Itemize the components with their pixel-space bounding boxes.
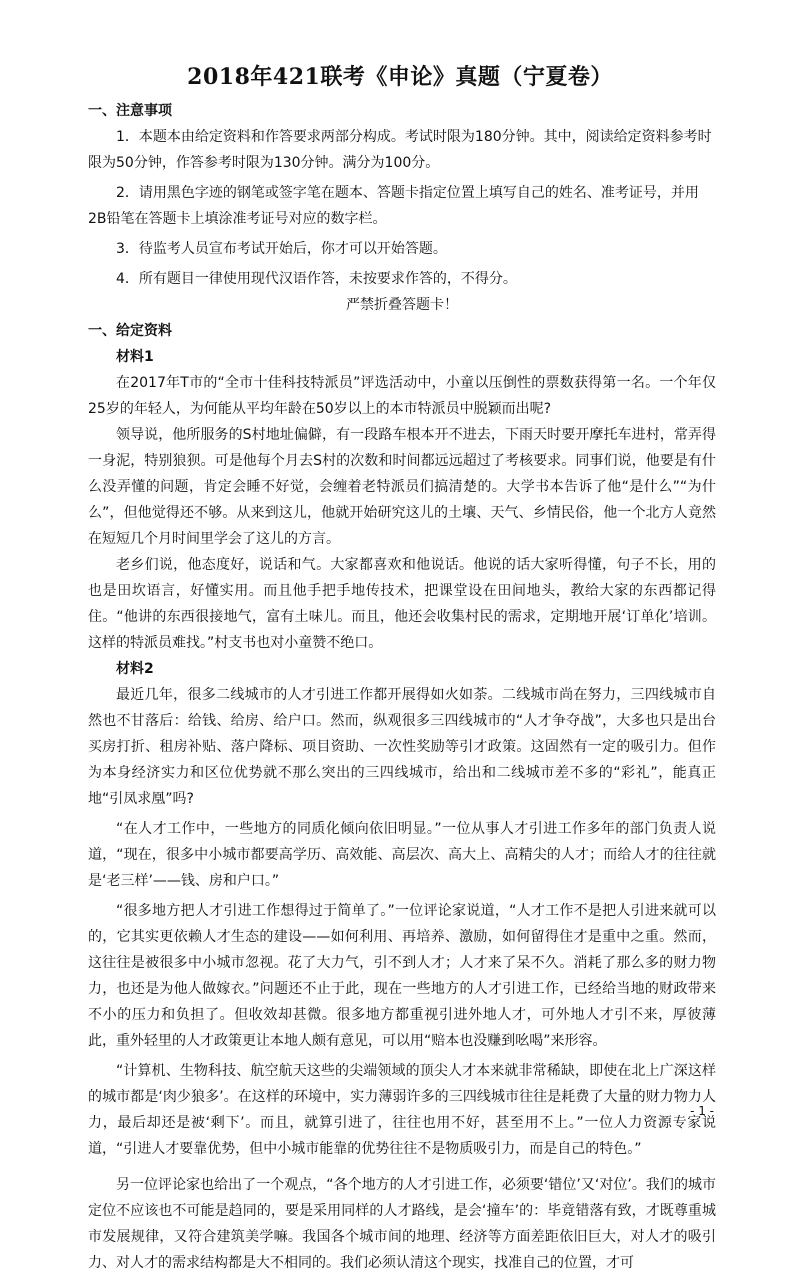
material-1-label: 材料1 (116, 349, 154, 365)
materials-heading: 一、给定资料 (88, 323, 172, 339)
material-2-paragraph: “计算机、生物科技、航空航天这些的尖端领域的顶尖人才本来就非常稀缺，即使在北上广深这样的城市都是‘肉少狼多’。在这样的环境中，实力薄弱许多的三四线城市往往是耗费了大量的财力物力人力，最后却还是被‘剩下’。而且，就算引进了，往往也用不好，甚至用不上。”一位人力资源专家说道，“引进人才要靠优势，但中小城市能靠的优势往往不是物质吸引力，而是自己的特色。” (88, 1063, 716, 1157)
material-1-paragraph: 在2017年T市的“全市十佳科技特派员”评选活动中，小童以压倒性的票数获得第一名。一个年仅25岁的年轻人，为何能从平均年龄在50岁以上的本市特派员中脱颖而出呢? (88, 375, 716, 417)
answer-sheet-warning: 严禁折叠答题卡！ (346, 297, 458, 313)
notice-item-2: 2．请用黑色字迹的钢笔或签字笔在题本、答题卡指定位置上填写自己的姓名、准考证号，并用2B铅笔在答题卡上填涂准考证号对应的数字栏。 (88, 185, 699, 227)
notice-item-4: 4．所有题目一律使用现代汉语作答，未按要求作答的，不得分。 (116, 271, 517, 287)
document-body (88, 98, 716, 1276)
notice-item-3: 3．待监考人员宣布考试开始后，你才可以开始答题。 (116, 241, 447, 257)
page-number: - 1 - (690, 1104, 714, 1118)
material-2-paragraph: “在人才工作中，一些地方的同质化倾向依旧明显。”一位从事人才引进工作多年的部门负责人说道，“现在，很多中小城市都要高学历、高效能、高层次、高大上、高精尖的人才；而给人才的往往就是‘老三样’——钱、房和户口。” (88, 821, 716, 889)
material-2-paragraph: “很多地方把人才引进工作想得过于简单了。”一位评论家说道，“人才工作不是把人引进来就可以的，它其实更依赖人才生态的建设——如何利用、再培养、激励，如何留得住才是重中之重。然而，这往往是被很多中小城市忽视。花了大力气，引不到人才；人才来了呆不久。消耗了那么多的财力物力，也还是为他人做嫁衣。”问题还不止于此，现在一些地方的人才引进工作，已经给当地的财政带来不小的压力和负担了。但收效却甚微。很多地方都重视引进外地人才，可外地人才引不来，厚彼薄此，重外轻里的人才政策更让本地人颇有意见，可以用“赔本也没赚到吆喝”来形容。 (88, 903, 716, 1049)
material-2-paragraph: 最近几年，很多二线城市的人才引进工作都开展得如火如荼。二线城市尚在努力，三四线城市自然也不甘落后：给钱、给房、给户口。然而，纵观很多三四线城市的“人才争夺战”，大多也只是出台买房打折、租房补贴、落户降标、项目资助、一次性奖励等引才政策。这固然有一定的吸引力。但作为本身经济实力和区位优势就不那么突出的三四线城市，给出和二线城市差不多的“彩礼”，能真正地“引凤求凰”吗? (88, 687, 716, 807)
material-2-label: 材料2 (116, 661, 154, 677)
material-1-paragraph: 领导说，他所服务的S村地址偏僻，有一段路车根本开不进去，下雨天时要开摩托车进村，常弄得一身泥，特别狼狈。可是他每个月去S村的次数和时间都远远超过了考核要求。同事们说，他要是有什么没弄懂的问题，肯定会睡不好觉，会缠着老特派员们搞清楚的。大学书本告诉了他“是什么”“为什么”，但他觉得还不够。从来到这儿，他就开始研究这儿的土壤、天气、乡情民俗，他一个北方人竟然在短短几个月时间里学会了这儿的方言。 (88, 427, 716, 547)
document-title: 2018年421联考《申论》真题（宁夏卷） (187, 64, 613, 90)
notice-item-1: 1．本题本由给定资料和作答要求两部分构成。考试时限为180分钟。其中，阅读给定资料参考时限为50分钟，作答参考时限为130分钟。满分为100分。 (88, 129, 712, 171)
material-1-paragraph: 老乡们说，他态度好，说话和气。大家都喜欢和他说话。他说的话大家听得懂，句子不长，用的也是田坎语言，好懂实用。而且他手把手地传技术，把课堂设在田间地头，教给大家的东西都记得住。“他讲的东西很接地气，富有土味儿。而且，他还会收集村民的需求，定期地开展‘订单化’培训。这样的特派员难找。”村支书也对小童赞不绝口。 (88, 557, 716, 651)
material-2-paragraph: 另一位评论家也给出了一个观点，“各个地方的人才引进工作，必须要‘错位’又‘对位’。我们的城市定位不应该也不可能是趋同的，要是采用同样的人才路线，是会‘撞车’的：毕竟错落有致，才既尊重城市发展规律，又符合建筑美学嘛。我国各个城市间的地理、经济等方面差距依旧巨大，对人才的吸引力、对人才的需求结构都是大不相同的。我们必须认清这个现实，找准自己的位置，才可 (88, 1177, 716, 1271)
notices-heading: 一、注意事项 (88, 103, 172, 119)
